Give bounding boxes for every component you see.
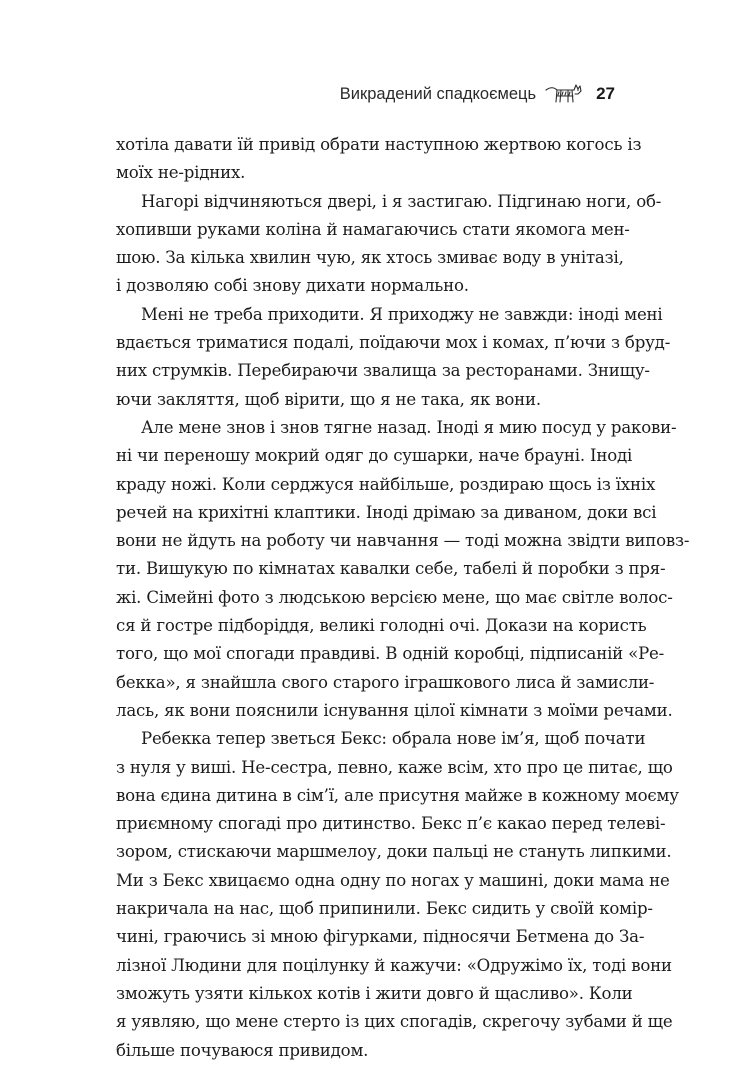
text-line: Мені не треба приходити. Я приходжу не завжди: іноді мені (141, 304, 663, 324)
text-line: Ребекка тепер зветься Бекс: обрала нове ім’я, щоб почати (141, 729, 646, 749)
body-text (116, 131, 690, 1065)
paragraph (116, 725, 679, 1065)
text-line: речей на крихітні клаптики. Іноді дрімаю за диваном, доки всі (116, 502, 657, 522)
fox-icon (544, 82, 584, 106)
text-line: лізної Людини для поцілунку й кажучи: «Одружімо їх, тоді вони (116, 955, 672, 975)
text-line: Ми з Бекс хвицаємо одна одну по ногах у машині, доки мама не (116, 870, 670, 890)
paragraph (116, 131, 642, 188)
paragraph (116, 188, 662, 301)
text-line: я уявляю, що мене стерто із цих спогадів, скрегочу зубами й ще (116, 1012, 673, 1032)
text-line: жі. Сімейні фото з людською версією мене, що має світле волос- (116, 587, 673, 607)
text-line: шою. За кілька хвилин чую, як хтось змиває воду в унітазі, (116, 248, 624, 268)
text-line: хотіла давати їй привід обрати наступною жертвою когось із (116, 135, 642, 154)
text-line: них струмків. Перебираючи звалища за ресторанами. Знищу- (116, 361, 650, 381)
text-line: більше почуваюся привидом. (116, 1040, 369, 1060)
running-title: Викрадений спадкоємець (339, 84, 537, 103)
text-line: накричала на нас, щоб припинили. Бекс сидить у своїй комір- (116, 899, 653, 919)
text-line: ся й гостре підборіддя, великі голодні очі. Докази на користь (116, 616, 647, 636)
text-line: краду ножі. Коли серджуся найбільше, роздираю щось із їхніх (116, 474, 656, 494)
text-line: хопивши руками коліна й намагаючись стати якомога мен- (116, 219, 630, 239)
page-number: 27 (596, 84, 615, 103)
paragraph (116, 414, 690, 725)
text-line: вдається триматися подалі, поїдаючи мох і комах, п’ючи з бруд- (116, 333, 671, 353)
text-line: вони не йдуть на роботу чи навчання — тоді можна звідти виповз- (116, 531, 690, 551)
text-line: моїх не-рідних. (116, 163, 246, 183)
text-line: ти. Вишукую по кімнатах кавалки себе, табелі й поробки з пря- (116, 559, 666, 579)
text-line: приємному спогаді про дитинство. Бекс п’є какао перед телеві- (116, 814, 666, 834)
paragraph (116, 301, 671, 414)
running-header (340, 82, 615, 106)
text-line: зможуть узяти кількох котів і жити довго й щасливо». Коли (116, 983, 633, 1003)
text-line: ючи закляття, щоб вірити, що я не така, як вони. (116, 389, 541, 409)
text-line: Нагорі відчиняються двері, і я застигаю. Підгинаю ноги, об- (141, 191, 662, 211)
text-line: з нуля у виші. Не-сестра, певно, каже всім, хто про це питає, що (116, 757, 673, 777)
text-line: того, що мої спогади правдиві. В одній коробці, підписаній «Ре- (116, 644, 665, 664)
text-line: і дозволяю собі знову дихати нормально. (116, 276, 469, 296)
text-line: ні чи переношу мокрий одяг до сушарки, наче брауні. Іноді (116, 446, 633, 466)
text-line: бекка», я знайшла свого старого іграшкового лиса й замисли- (116, 672, 655, 692)
text-line: зором, стискаючи маршмелоу, доки пальці не стануть липкими. (116, 842, 672, 862)
text-line: чині, граючись зі мною фігурками, підносячи Бетмена до За- (116, 927, 645, 947)
text-line: вона єдина дитина в сім’ї, але присутня майже в кожному моєму (116, 785, 679, 805)
text-line: Але мене знов і знов тягне назад. Іноді я мию посуд у ракови- (141, 417, 677, 437)
text-line: лась, як вони пояснили існування цілої кімнати з моїми речами. (116, 700, 673, 720)
